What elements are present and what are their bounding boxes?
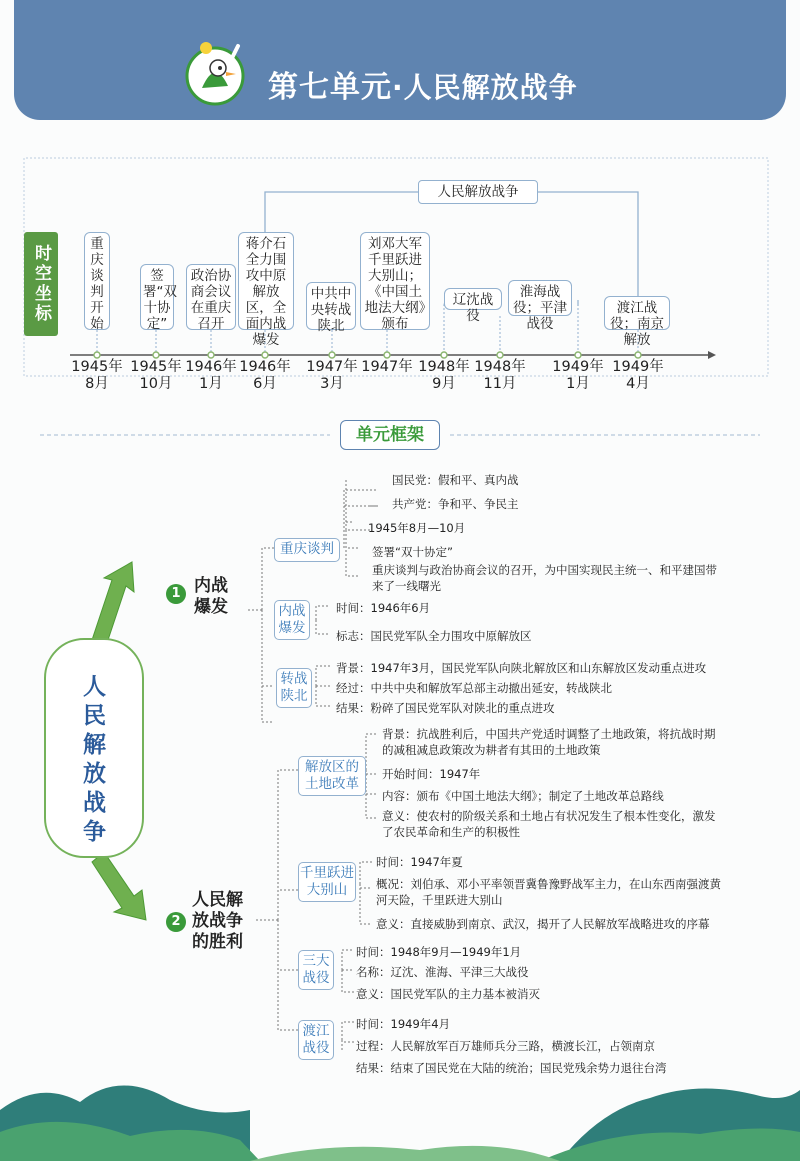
leaf-item: 背景：1947年3月，国民党军队向陕北解放区和山东解放区发动重点进攻 <box>336 661 707 675</box>
section-title: 人民解放战争的胜利 <box>192 890 243 952</box>
leaf-item: 背景：抗战胜利后，中国共产党适时调整了土地政策，将抗战时期的减租减息政策改为耕者有其田的土地政策 <box>382 727 716 757</box>
unit-number: 第七单元 <box>268 70 392 105</box>
leaf-item: 意义：使农村的阶级关系和土地占有状况发生了根本性变化，激发了农民革命和生产的积极性 <box>382 809 716 839</box>
root-node: 人民解放战争 <box>79 674 105 848</box>
leaf-item: 时间：1948年9月—1949年1月 <box>356 945 522 959</box>
timeline-date: 1948年 9月 <box>418 359 470 392</box>
timeline-date: 1947年 <box>361 359 413 375</box>
topic-node: 渡江战役 <box>298 1020 334 1060</box>
timeline-event: 淮海战役；平津战役 <box>508 280 572 316</box>
timeline-event: 中共中央转战陕北 <box>306 282 356 330</box>
leaf-item: 内容：颁布《中国土地法大纲》；制定了土地改革总路线 <box>382 789 664 803</box>
timeline-event: 辽沈战役 <box>444 288 502 310</box>
timeline-date: 1948年 11月 <box>474 359 526 392</box>
topic-node: 重庆谈判 <box>274 538 340 562</box>
topic-node: 三大战役 <box>298 950 334 990</box>
timeline-event: 签署“双十协定” <box>140 264 174 330</box>
leaf-item: 意义：直接威胁到南京、武汉，揭开了人民解放军战略进攻的序幕 <box>376 917 710 931</box>
timeline-event: 渡江战役；南京解放 <box>604 296 670 330</box>
leaf-item: 1945年8月—10月 <box>368 521 466 535</box>
leaf-item: 意义：国民党军队的主力基本被消灭 <box>356 987 540 1001</box>
section-title: 内战爆发 <box>194 576 228 617</box>
topic-node: 千里跃进大别山 <box>298 862 356 902</box>
leaf-item: 概况：刘伯承、邓小平率领晋冀鲁豫野战军主力，在山东西南强渡黄河天险，千里跃进大别山 <box>376 877 721 907</box>
timeline-date: 1946年 6月 <box>239 359 291 392</box>
leaf-item: 名称：辽沈、淮海、平津三大战役 <box>356 965 529 979</box>
framework-title: 单元框架 <box>340 420 440 450</box>
title-dot: · <box>392 71 404 104</box>
section-number: 2 <box>166 912 186 932</box>
leaf-item: 时间：1946年6月 <box>336 601 431 615</box>
unit-title: 人民解放战争 <box>403 71 578 104</box>
timeline-date: 1946年 1月 <box>185 359 237 392</box>
timeline-date: 1945年 8月 <box>71 359 123 392</box>
timeline-date: 1945年 10月 <box>130 359 182 392</box>
leaf-item: 时间：1949年4月 <box>356 1017 451 1031</box>
leaf-item: 过程：人民解放军百万雄师兵分三路，横渡长江，占领南京 <box>356 1039 655 1053</box>
mountain-illustration <box>0 1040 800 1161</box>
timeline-event: 政治协商会议在重庆召开 <box>186 264 236 330</box>
topic-node: 内战爆发 <box>274 600 310 640</box>
leaf-item: 开始时间：1947年 <box>382 767 481 781</box>
leaf-item: 结果：粉碎了国民党军队对陕北的重点进攻 <box>336 701 555 715</box>
leaf-item: 共产党：争和平、争民主 <box>392 497 519 511</box>
section-number: 1 <box>166 584 186 604</box>
timeline-date: 1949年 4月 <box>612 359 664 392</box>
leaf-item: 重庆谈判与政治协商会议的召开，为中国实现民主统一、和平建国带来了一线曙光 <box>372 563 717 593</box>
timeline-date: 1949年 1月 <box>552 359 604 392</box>
timeline-lines <box>0 0 800 400</box>
topic-node: 转战陕北 <box>276 668 312 708</box>
timeline-event: 蒋介石全力围攻中原解放区，全面内战爆发 <box>238 232 294 330</box>
leaf-item: 结果：结束了国民党在大陆的统治；国民党残余势力退往台湾 <box>356 1061 667 1075</box>
timeline-event: 重庆谈判开始 <box>84 232 110 330</box>
leaf-item: 时间：1947年夏 <box>376 855 463 869</box>
timeline-event: 刘邓大军千里跃进大别山；《中国土地法大纲》颁布 <box>360 232 430 330</box>
topic-node: 解放区的土地改革 <box>298 756 366 796</box>
leaf-item: 国民党：假和平、真内战 <box>392 473 519 487</box>
leaf-item: 经过：中共中央和解放军总部主动撤出延安，转战陕北 <box>336 681 612 695</box>
timeline-date: 1947年 3月 <box>306 359 358 392</box>
leaf-item: 标志：国民党军队全力围攻中原解放区 <box>336 629 532 643</box>
timeline-side-label: 时空坐标 <box>24 232 58 336</box>
war-label: 人民解放战争 <box>418 180 538 204</box>
leaf-item: 签署“双十协定” <box>372 545 453 559</box>
